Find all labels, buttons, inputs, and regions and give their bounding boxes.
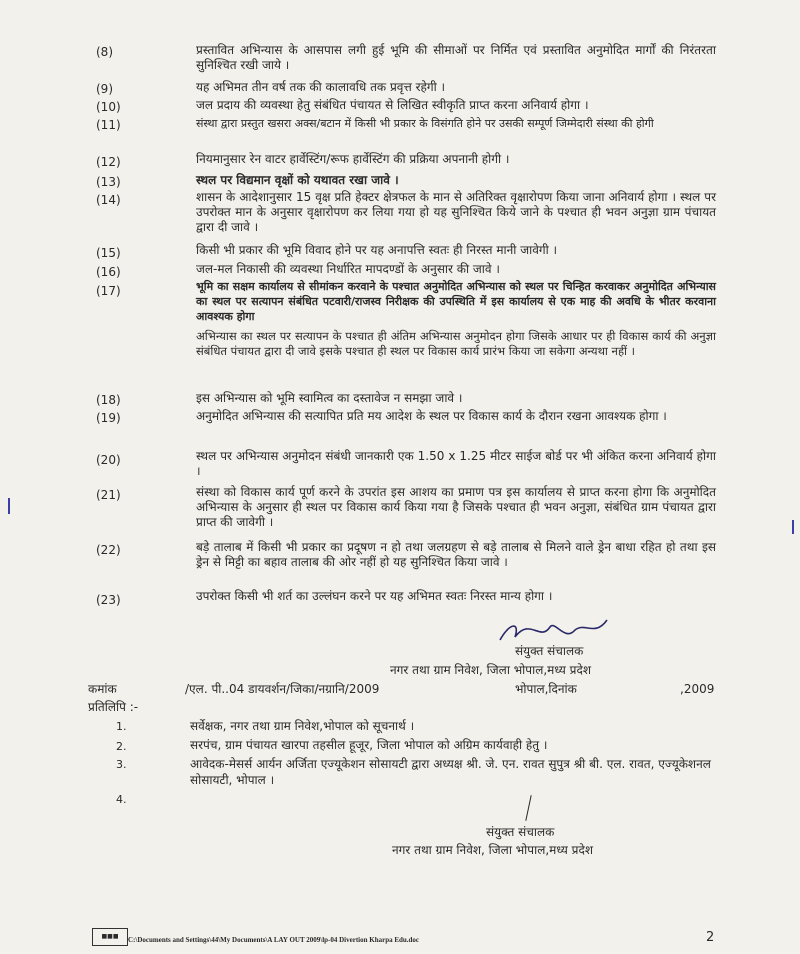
signature-title: संयुक्त संचालक <box>515 644 584 658</box>
item-text: बड़े तालाब में किसी भी प्रकार का प्रदूषण न हो तथा जलग्रहण से बड़े तालाब से मिलने वाले ड्रेन बाधा रहित हो तथा इस ड्रेन से मिट्टी का बहाव तालाब की ओर नहीं हो यह सुनिश्चित किया जावे । <box>196 540 716 569</box>
item-text: अनुमोदित अभिन्यास की सत्यापित प्रति मय आदेश के स्थल पर विकास कार्य के दौरान रखना आवश्यक होगा । <box>196 409 667 423</box>
ref-number: /एल. पी..04 डायवर्शन/जिका/नग्रानि/2009 <box>185 682 380 696</box>
item-number: (9) <box>96 82 113 96</box>
item-text: जल प्रदाय की व्यवस्था हेतु संबंधित पंचायत से लिखित स्वीकृति प्राप्त करना अनिवार्य होगा । <box>196 98 589 112</box>
item-number: (20) <box>96 453 121 467</box>
item-number: (17) <box>96 284 121 298</box>
item-text: संस्था को विकास कार्य पूर्ण करने के उपरांत इस आशय का प्रमाण पत्र इस कार्यालय से प्राप्त करना होगा कि अनुमोदित अभिन्यास के अनुसार ही स्थल पर विकास कार्य किया गया है जिसके पश्चात ही भवन अनुज्ञा, संबंधित ग्राम पंचायत द्वारा प्राप्त की जावेगी । <box>196 485 716 529</box>
cc-number: 3. <box>116 758 127 771</box>
item-number: (22) <box>96 543 121 557</box>
item-number: (10) <box>96 100 121 114</box>
logo-icon: ■■■ <box>92 928 128 946</box>
item-text: इस अभिन्यास को भूमि स्वामित्व का दस्तावेज न समझा जावे । <box>196 391 463 405</box>
footer-file-path: C:\Documents and Settings\44\My Documents\A LAY OUT 2009\lp-04 Divertion Kharpa Edu.doc <box>128 936 420 944</box>
item-text: स्थल पर अभिन्यास अनुमोदन संबंधी जानकारी एक 1.50 x 1.25 मीटर साईज बोर्ड पर भी अंकित करना अनिवार्य होगा । <box>196 449 716 478</box>
cc-label: प्रतिलिपि :- <box>88 700 139 714</box>
item-number: (23) <box>96 593 121 607</box>
cc-text: सर्वेक्षक, नगर तथा ग्राम निवेश,भोपाल को सूचनार्थ । <box>190 719 415 733</box>
cc-number: 4. <box>116 793 127 806</box>
page-number: 2 <box>706 930 715 945</box>
item-text: उपरोक्त किसी भी शर्त का उल्लंघन करने पर यह अभिमत स्वतः निरस्त मान्य होगा । <box>196 589 553 603</box>
margin-pen-mark <box>792 520 794 534</box>
item-number: (19) <box>96 411 121 425</box>
item-text: स्थल पर विद्यमान वृक्षों को यथावत रखा जावे । <box>196 173 399 187</box>
item-number: (21) <box>96 488 121 502</box>
margin-pen-mark <box>8 498 10 514</box>
item-text-bold: भूमि का सक्षम कार्यालय से सीमांकन करवाने के पश्चात अनुमोदित अभिन्यास को स्थल पर चिन्हित करवाकर अनुमोदित अभिन्यास का स्थल पर सत्यापन संबंधित पटवारी/राजस्व निरीक्षक की उपस्थिति में इस कार्यालय से एक माह की अवधि के भीतर करवाना आवश्यक होगा <box>196 280 716 323</box>
item-text: नियमानुसार रेन वाटर हार्वेस्टिंग/रूफ हार्वेस्टिंग की प्रक्रिया अपनानी होगी । <box>196 152 510 166</box>
ref-place-date: भोपाल,दिनांक <box>515 682 577 696</box>
signature-title: संयुक्त संचालक <box>486 825 555 839</box>
item-text: शासन के आदेशानुसार 15 वृक्ष प्रति हेक्टर क्षेत्रफल के मान से अतिरिक्त वृक्षारोपण किया जाना अनिवार्य होगा । स्थल पर उपरोक्त मान के अनुसार वृक्षारोपण कर लिया गया हो यह सुनिश्चित किये जाने के पश्चात ही भवन अनुज्ञा ग्राम पंचायत द्वारा दी जावे । <box>196 190 716 234</box>
item-text: प्रस्तावित अभिन्यास के आसपास लगी हुई भूमि की सीमाओं पर निर्मित एवं प्रस्तावित अनुमोदित मार्गों की निरंतरता सुनिश्चित रखी जाये । <box>196 43 716 72</box>
item-number: (15) <box>96 246 121 260</box>
item-number: (11) <box>96 118 121 132</box>
item-number: (8) <box>96 45 113 59</box>
signature-office: नगर तथा ग्राम निवेश, जिला भोपाल,मध्य प्रदेश <box>392 843 593 857</box>
item-number: (12) <box>96 155 121 169</box>
ref-year: ,2009 <box>680 682 715 696</box>
item-number: (16) <box>96 265 121 279</box>
signature-tick <box>525 795 531 821</box>
item-text: अभिन्यास का स्थल पर सत्यापन के पश्चात ही अंतिम अभिन्यास अनुमोदन होगा जिसके आधार पर ही विकास कार्य की अनुज्ञा संबंधित पंचायत द्वारा दी जावे इसके पश्चात ही स्थल पर विकास कार्य प्रारंभ किया जा सकेगा अन्यथा नहीं । <box>196 329 716 358</box>
signature-office: नगर तथा ग्राम निवेश, जिला भोपाल,मध्य प्रदेश <box>390 663 591 677</box>
item-number: (13) <box>96 175 121 189</box>
cc-text: आवेदक-मेसर्स आर्यन अर्जिता एज्यूकेशन सोसायटी द्वारा अध्यक्ष श्री. जे. एन. रावत सुपुत्र श्री बी. एल. रावत, एज्यूकेशनल सोसायटी, भोपाल । <box>190 757 711 787</box>
item-text: यह अभिमत तीन वर्ष तक की कालावधि तक प्रवृत्त रहेगी । <box>196 80 446 94</box>
item-text: किसी भी प्रकार की भूमि विवाद होने पर यह अनापत्ति स्वतः ही निरस्त मानी जावेगी । <box>196 243 558 257</box>
item-number: (18) <box>96 393 121 407</box>
item-number: (14) <box>96 193 121 207</box>
cc-number: 2. <box>116 740 127 753</box>
item-text: जल-मल निकासी की व्यवस्था निर्धारित मापदण्डों के अनुसार की जावे । <box>196 262 500 276</box>
cc-text: सरपंच, ग्राम पंचायत खारपा तहसील हूजूर, जिला भोपाल को अग्रिम कार्यवाही हेतु । <box>190 738 548 752</box>
item-text: संस्था द्वारा प्रस्तुत खसरा अक्स/बटान में किसी भी प्रकार के विसंगति होने पर उसकी सम्पूर्ण जिम्मेदारी संस्था की होगी <box>196 117 654 130</box>
ref-label: कमांक <box>88 682 117 696</box>
cc-number: 1. <box>116 720 127 733</box>
